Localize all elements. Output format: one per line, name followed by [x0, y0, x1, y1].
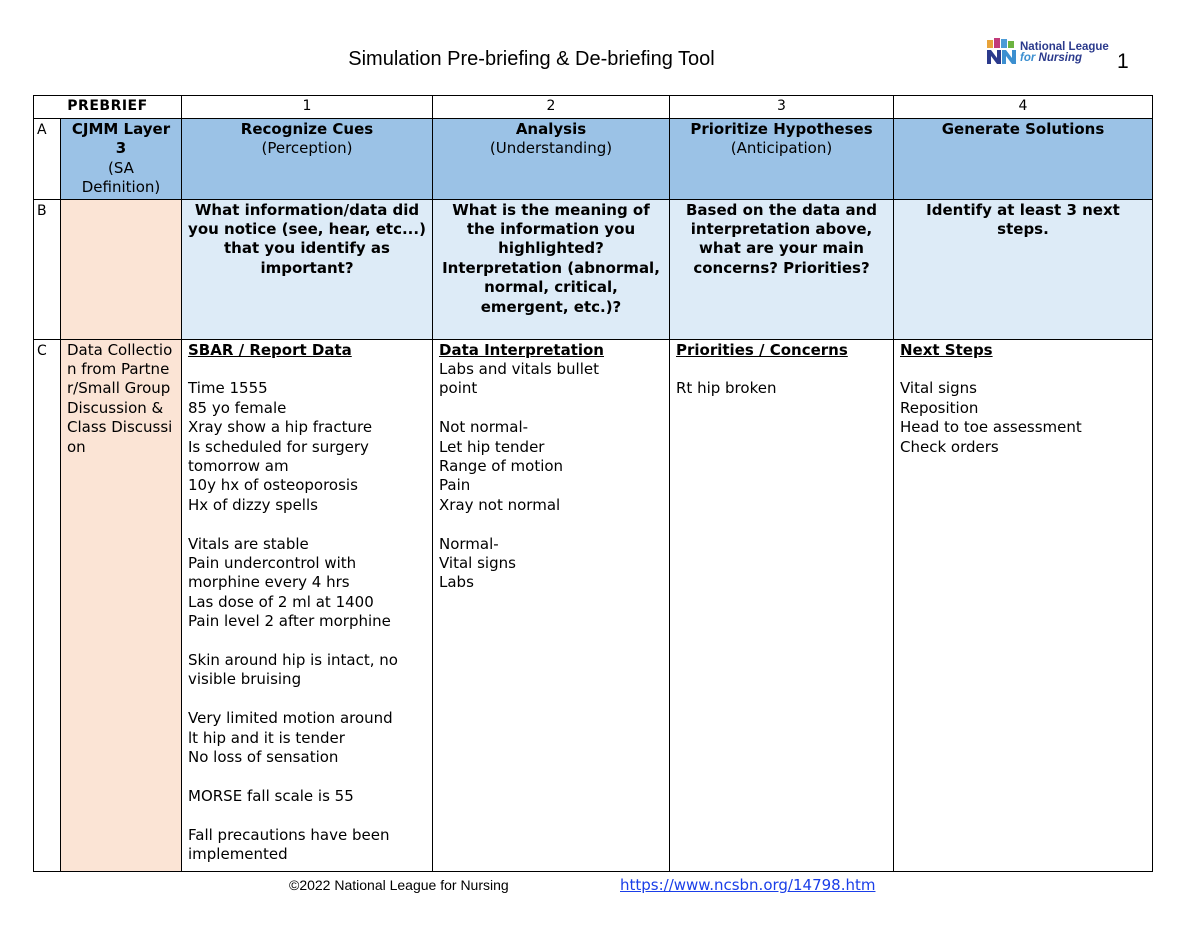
cell-line: Vital signs	[900, 379, 977, 398]
cell-line	[676, 360, 887, 379]
logo-line-2	[1020, 53, 1109, 64]
cell-line	[439, 515, 663, 534]
header-row	[34, 96, 1153, 119]
cell-line	[188, 690, 426, 709]
analysis-title: Analysis	[515, 120, 587, 138]
cell-line: Pain	[439, 476, 471, 495]
cjmm-layer-sub: (SA Definition)	[81, 158, 161, 197]
cell-line: Hx of dizzy spells	[188, 495, 318, 514]
row-a	[34, 119, 1153, 200]
next-steps-heading: Next Steps	[900, 340, 993, 359]
cell-line: Skin around hip is intact, no	[188, 651, 398, 670]
logo-nursing: Nursing	[1038, 52, 1082, 64]
row-label-b: B	[34, 199, 61, 339]
cell-line: Vitals are stable	[188, 534, 309, 553]
cell-line: Is scheduled for surgery	[188, 437, 369, 456]
cell-line: Not normal-	[439, 418, 529, 437]
cell-line: Vital signs	[439, 554, 516, 573]
cell-line: Fall precautions have been	[188, 825, 390, 844]
cell-line	[439, 399, 663, 418]
cell-line: implemented	[188, 845, 288, 864]
cell-line: 85 yo female	[188, 398, 287, 417]
row-c	[34, 339, 1153, 871]
analysis-header	[433, 119, 670, 200]
question-next-steps: Identify at least 3 next steps.	[894, 199, 1153, 339]
cell-line: 10y hx of osteoporosis	[188, 476, 358, 495]
prioritize-hypotheses-header	[670, 119, 894, 200]
cell-line	[188, 360, 426, 379]
column-number-3: 3	[670, 96, 894, 119]
nln-logo	[985, 36, 1120, 66]
cell-line: tomorrow am	[188, 457, 289, 476]
cell-line: Xray show a hip fracture	[188, 418, 373, 437]
cell-line: Rt hip broken	[676, 379, 777, 398]
cell-line: Xray not normal	[439, 495, 561, 514]
prioritize-hypotheses-title: Prioritize Hypotheses	[690, 120, 873, 138]
question-prioritize: Based on the data and interpretation above, what are your main concerns? Priorities?	[670, 199, 894, 339]
next-steps-cell	[894, 339, 1153, 871]
logo-for: for	[1020, 52, 1036, 64]
recognize-cues-sub: (Perception)	[261, 139, 353, 158]
row-label-a: A	[34, 119, 61, 200]
cell-line	[900, 360, 1146, 379]
cell-line	[188, 806, 426, 825]
cell-line: Head to toe assessment	[900, 418, 1082, 437]
next-steps-lines	[900, 360, 1146, 457]
sbar-heading: SBAR / Report Data	[188, 340, 352, 359]
interpretation-cell	[433, 339, 670, 871]
footer-link[interactable]: https://www.ncsbn.org/14798.htm	[620, 876, 876, 894]
cell-line: Normal-	[439, 534, 499, 553]
row-b-label-cell	[61, 199, 182, 339]
logo-line-1: National League	[1020, 41, 1109, 53]
cell-line: Very limited motion around	[188, 709, 393, 728]
cell-line: Pain level 2 after morphine	[188, 612, 391, 631]
sbar-cell	[182, 339, 433, 871]
cjmm-layer-label: CJMM Layer 3	[71, 120, 171, 158]
priorities-heading: Priorities / Concerns	[676, 340, 848, 359]
cell-line	[188, 768, 426, 787]
cjmm-label-cell	[61, 119, 182, 200]
cell-line: Let hip tender	[439, 437, 545, 456]
cell-line: morphine every 4 hrs	[188, 573, 350, 592]
data-collection-label: Data Collection from Partner/Small Group Discussion & Class Discussion	[61, 339, 182, 871]
column-number-1: 1	[182, 96, 433, 119]
generate-solutions-title: Generate Solutions	[941, 120, 1105, 138]
prioritize-hypotheses-sub: (Anticipation)	[730, 139, 833, 158]
cell-line: point	[439, 379, 478, 398]
prebrief-label: PREBRIEF	[34, 96, 182, 119]
cell-line: Labs	[439, 573, 474, 592]
sbar-lines	[188, 360, 426, 864]
cell-line: Reposition	[900, 398, 979, 417]
prebrief-table	[33, 95, 1153, 872]
cell-line: Time 1555	[188, 379, 268, 398]
interpretation-heading: Data Interpretation	[439, 340, 604, 359]
recognize-cues-header	[182, 119, 433, 200]
generate-solutions-header	[894, 119, 1153, 200]
nln-logo-icon	[985, 36, 1019, 66]
column-number-4: 4	[894, 96, 1153, 119]
question-recognize-cues: What information/data did you notice (see, hear, etc...) that you identify as important?	[182, 199, 433, 339]
cell-line: Range of motion	[439, 457, 564, 476]
analysis-sub: (Understanding)	[489, 139, 613, 158]
cell-line	[188, 515, 426, 534]
cell-line: Check orders	[900, 437, 999, 456]
cell-line: No loss of sensation	[188, 748, 339, 767]
document-title: Simulation Pre-briefing & De-briefing Tool	[348, 48, 715, 70]
cell-line: lt hip and it is tender	[188, 728, 345, 747]
cell-line: Pain undercontrol with	[188, 554, 357, 573]
cell-line	[188, 632, 426, 651]
priorities-cell	[670, 339, 894, 871]
interpretation-lines	[439, 360, 663, 593]
footer-copyright: ©2022 National League for Nursing	[289, 877, 509, 893]
row-label-c: C	[34, 339, 61, 871]
recognize-cues-title: Recognize Cues	[240, 120, 374, 138]
logo-wordmark	[1020, 42, 1109, 64]
question-analysis: What is the meaning of the information you highlighted? Interpretation (abnormal, normal, critical, emergent, etc.)?	[433, 199, 670, 339]
row-b	[34, 199, 1153, 339]
cell-line: Labs and vitals bullet	[439, 360, 599, 379]
page-number: 1	[1117, 50, 1129, 73]
cell-line: MORSE fall scale is 55	[188, 786, 354, 805]
priorities-lines	[676, 360, 887, 399]
column-number-2: 2	[433, 96, 670, 119]
cell-line: Las dose of 2 ml at 1400	[188, 592, 374, 611]
cell-line: visible bruising	[188, 670, 302, 689]
